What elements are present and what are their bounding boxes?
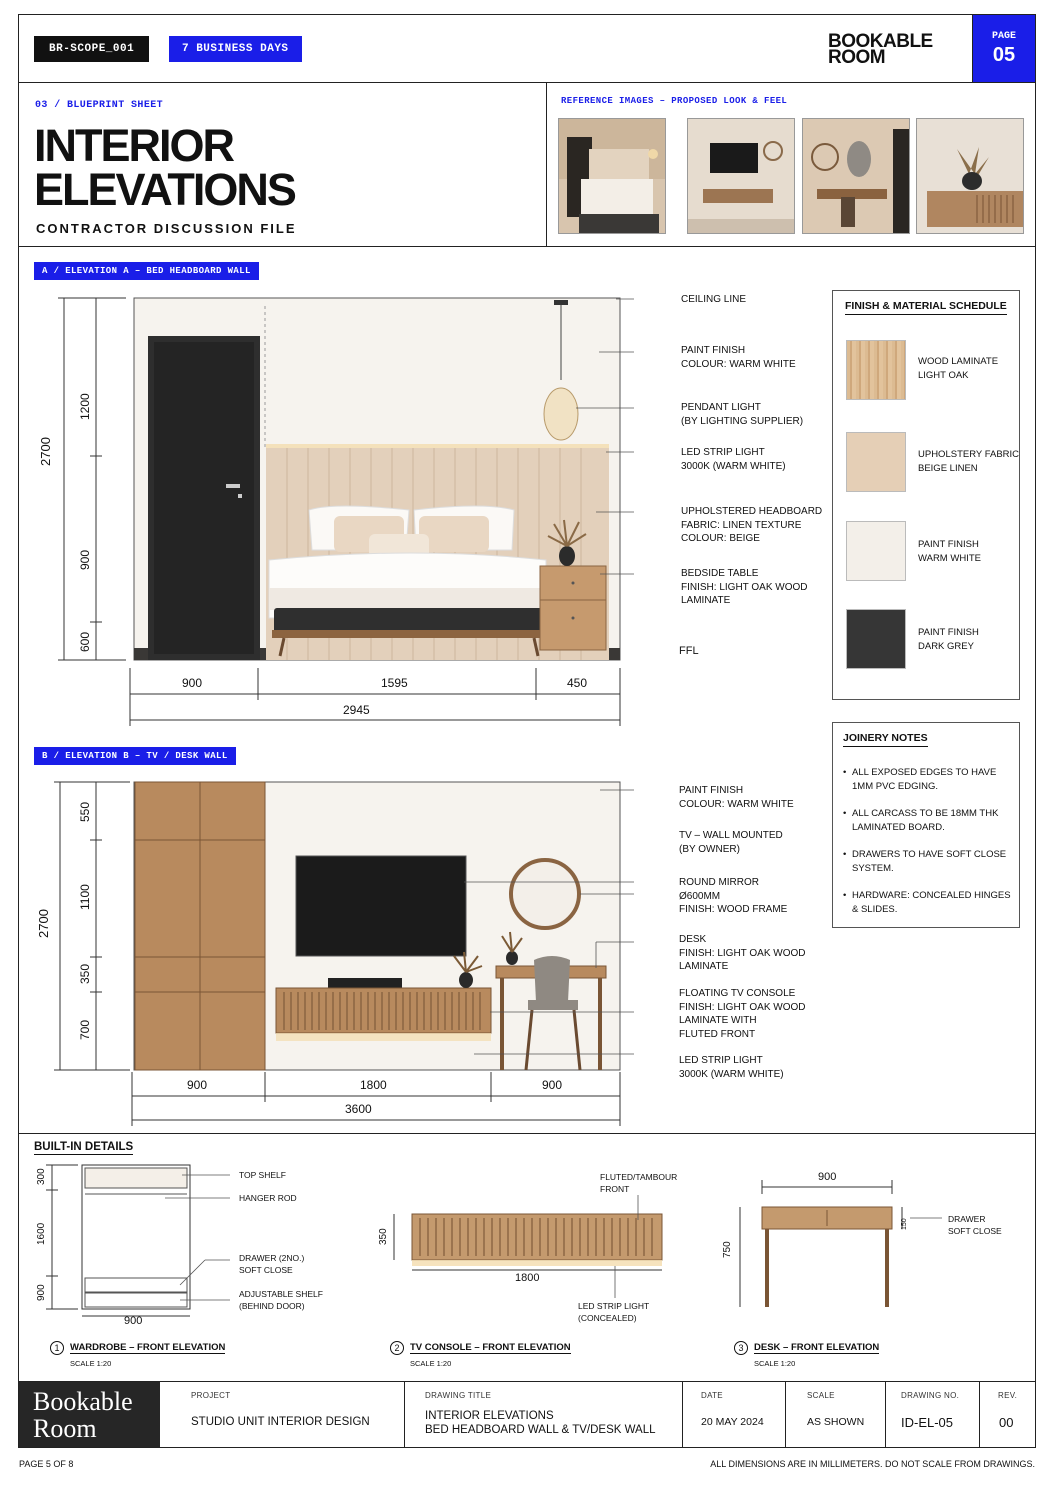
dimensions-disclaimer: ALL DIMENSIONS ARE IN MILLIMETERS. DO NOT SCALE FROM DRAWINGS. — [710, 1459, 1035, 1469]
footer-date-heading: DATE — [701, 1391, 723, 1400]
wardrobe-h3: 900 — [36, 1284, 47, 1301]
console-reference-image — [916, 118, 1024, 234]
footer-drawing-no-heading: DRAWING NO. — [901, 1391, 960, 1400]
note-ceiling-line: CEILING LINE — [681, 294, 747, 305]
console-label-led: LED STRIP LIGHT (CONCEALED) — [578, 1301, 650, 1323]
wardrobe-label-top-shelf: TOP SHELF — [239, 1170, 286, 1180]
elev-b-width-1: 900 — [187, 1078, 208, 1092]
footer-sep-5 — [979, 1382, 980, 1447]
footer-drawing-no: ID-EL-05 — [901, 1415, 954, 1430]
wardrobe-scale: SCALE 1:20 — [70, 1359, 112, 1368]
wardrobe-caption: WARDROBE – FRONT ELEVATION — [70, 1342, 226, 1353]
caption-num-2: 2 — [390, 1341, 404, 1355]
elev-b-height-2: 1100 — [78, 884, 92, 910]
joinery-note: • HARDWARE: CONCEALED HINGES & SLIDES. — [843, 889, 1013, 917]
elev-b-width-2: 1800 — [360, 1078, 387, 1092]
page-count: PAGE 5 OF 8 — [19, 1459, 74, 1469]
joinery-note: • ALL EXPOSED EDGES TO HAVE 1MM PVC EDGING. — [843, 766, 1013, 794]
title-bottom-divider — [18, 246, 1036, 247]
footer-project: STUDIO UNIT INTERIOR DESIGN — [191, 1416, 370, 1428]
ffl-label: FFL — [679, 645, 699, 657]
title-divider — [546, 82, 547, 246]
swatch-warm-white-label: PAINT FINISH WARM WHITE — [918, 539, 981, 564]
console-detail — [412, 1214, 662, 1260]
footer-rev: 00 — [999, 1415, 1014, 1430]
sheet-kicker: 03 / BLUEPRINT SHEET — [35, 100, 164, 111]
console-width: 1800 — [515, 1272, 540, 1284]
pendant-light — [544, 388, 578, 440]
soundbar — [328, 978, 402, 988]
swatch-dark-grey — [846, 609, 906, 669]
footer-rev-heading: REV. — [998, 1391, 1018, 1400]
desk-chair — [534, 956, 570, 1002]
swatch-beige-linen — [846, 432, 906, 492]
builtin-title: BUILT-IN DETAILS — [34, 1141, 134, 1153]
page-title: INTERIOR ELEVATIONS — [34, 120, 295, 215]
footer-sep-4 — [885, 1382, 886, 1447]
swatch-warm-white — [846, 521, 906, 581]
elev-a-height-2: 900 — [78, 549, 92, 570]
desk-scale: SCALE 1:20 — [754, 1359, 796, 1368]
elev-a-height-3: 600 — [78, 631, 92, 652]
elev-a-width-2: 1595 — [381, 676, 408, 690]
swatch-beige-linen-label: UPHOLSTERY FABRIC BEIGE LINEN — [918, 449, 1020, 474]
caption-num-1: 1 — [50, 1341, 64, 1355]
footer-project-heading: PROJECT — [191, 1391, 231, 1400]
desk-width: 900 — [818, 1171, 837, 1183]
note-tv: TV – WALL MOUNTED (BY OWNER) — [679, 830, 783, 855]
footer-sep-2 — [682, 1382, 683, 1447]
footer-drawing-title: INTERIOR ELEVATIONS BED HEADBOARD WALL & TV/DESK WALL — [425, 1410, 656, 1436]
elevation-b-tag: B / ELEVATION B – TV / DESK WALL — [34, 747, 236, 765]
tv-wall-reference-image — [687, 118, 795, 234]
round-mirror — [511, 860, 579, 928]
elev-a-height-1: 1200 — [78, 393, 92, 420]
elev-b-width-3: 900 — [542, 1078, 563, 1092]
elev-b-height-3: 350 — [78, 963, 92, 984]
brand-wordmark: BOOKABLE ROOM — [828, 31, 933, 68]
elev-a-width-total: 2945 — [343, 703, 370, 717]
joinery-notes-list — [843, 766, 1013, 930]
joinery-note: • ALL CARCASS TO BE 18MM THK LAMINATED BOARD. — [843, 807, 1013, 835]
bedroom-reference-image — [558, 118, 666, 234]
header-divider — [18, 82, 1036, 83]
bedside-table — [540, 566, 606, 650]
elev-b-height-1: 550 — [78, 801, 92, 822]
elev-b-height-4: 700 — [78, 1019, 92, 1040]
elev-a-width-3: 450 — [567, 676, 588, 690]
footer-logo: Bookable Room — [19, 1382, 160, 1447]
console-scale: SCALE 1:20 — [410, 1359, 452, 1368]
note-led-strip-b: LED STRIP LIGHT 3000K (WARM WHITE) — [679, 1055, 784, 1080]
footer-drawing-title-heading: DRAWING TITLE — [425, 1391, 492, 1400]
page-badge: PAGE 05 — [973, 15, 1035, 82]
note-tv-console: FLOATING TV CONSOLE FINISH: LIGHT OAK WOOD LAMINATE WITH FLUTED FRONT — [679, 988, 806, 1040]
joinery-note: • DRAWERS TO HAVE SOFT CLOSE SYSTEM. — [843, 848, 1013, 876]
elevation-a-tag: A / ELEVATION A – BED HEADBOARD WALL — [34, 262, 259, 280]
reference-label: REFERENCE IMAGES – PROPOSED LOOK & FEEL — [561, 96, 788, 106]
note-paint-finish-b: PAINT FINISH COLOUR: WARM WHITE — [679, 785, 794, 810]
note-round-mirror: ROUND MIRROR Ø600MM FINISH: WOOD FRAME — [679, 877, 788, 915]
swatch-light-oak — [846, 340, 906, 400]
footer-date: 20 MAY 2024 — [701, 1416, 764, 1428]
desk-drawer-height: 150 — [901, 1218, 908, 1230]
console-caption: TV CONSOLE – FRONT ELEVATION — [410, 1342, 571, 1353]
project-code-tag: BR-SCOPE_001 — [34, 36, 149, 62]
footer-scale: AS SHOWN — [807, 1416, 865, 1428]
wardrobe-label-drawer: DRAWER (2NO.) SOFT CLOSE — [239, 1253, 305, 1275]
desk-height: 750 — [722, 1241, 733, 1258]
console-label-fluted: FLUTED/TAMBOUR FRONT — [600, 1172, 678, 1194]
wardrobe-h2: 1600 — [36, 1222, 47, 1245]
note-bedside-table: BEDSIDE TABLE FINISH: LIGHT OAK WOOD LAMINATE — [681, 568, 808, 606]
footer-divider — [18, 1381, 1036, 1382]
turnaround-tag: 7 BUSINESS DAYS — [169, 36, 302, 62]
wardrobe-label-hanger-rod: HANGER ROD — [239, 1193, 297, 1203]
dressing-desk-reference-image — [802, 118, 910, 234]
swatch-light-oak-label: WOOD LAMINATE LIGHT OAK — [918, 356, 999, 381]
page-badge-divider — [972, 15, 973, 82]
note-led-strip-a: LED STRIP LIGHT 3000K (WARM WHITE) — [681, 447, 786, 472]
caption-num-3: 3 — [734, 1341, 748, 1355]
builtin-divider — [18, 1133, 1036, 1134]
footer-sep-1 — [404, 1382, 405, 1447]
swatch-dark-grey-label: PAINT FINISH DARK GREY — [918, 627, 979, 652]
console-height: 350 — [378, 1228, 389, 1245]
wardrobe-label-adjustable-shelf: ADJUSTABLE SHELF (BEHIND DOOR) — [239, 1289, 323, 1311]
note-desk: DESK FINISH: LIGHT OAK WOOD LAMINATE — [679, 934, 806, 972]
elev-b-height-total: 2700 — [36, 909, 51, 938]
elev-b-width-total: 3600 — [345, 1102, 372, 1116]
elevation-a-drawing — [34, 288, 634, 728]
desk-caption: DESK – FRONT ELEVATION — [754, 1342, 880, 1353]
note-paint-finish-a: PAINT FINISH COLOUR: WARM WHITE — [681, 345, 796, 370]
wardrobe-width: 900 — [124, 1315, 143, 1327]
tv — [296, 856, 466, 956]
finish-schedule-title: FINISH & MATERIAL SCHEDULE — [845, 300, 1007, 315]
footer-sep-3 — [785, 1382, 786, 1447]
note-pendant-light: PENDANT LIGHT (BY LIGHTING SUPPLIER) — [681, 402, 804, 427]
desk-label-drawer: DRAWER SOFT CLOSE — [948, 1214, 1002, 1236]
elev-a-height-total: 2700 — [38, 437, 53, 466]
footer-scale-heading: SCALE — [807, 1391, 835, 1400]
builtin-drawings — [30, 1160, 1020, 1320]
elev-a-width-1: 900 — [182, 676, 203, 690]
joinery-notes-title: JOINERY NOTES — [843, 732, 928, 747]
note-headboard: UPHOLSTERED HEADBOARD FABRIC: LINEN TEXTURE COLOUR: BEIGE — [681, 506, 823, 544]
wardrobe-h1: 300 — [36, 1168, 47, 1185]
page-subtitle: CONTRACTOR DISCUSSION FILE — [36, 221, 297, 236]
